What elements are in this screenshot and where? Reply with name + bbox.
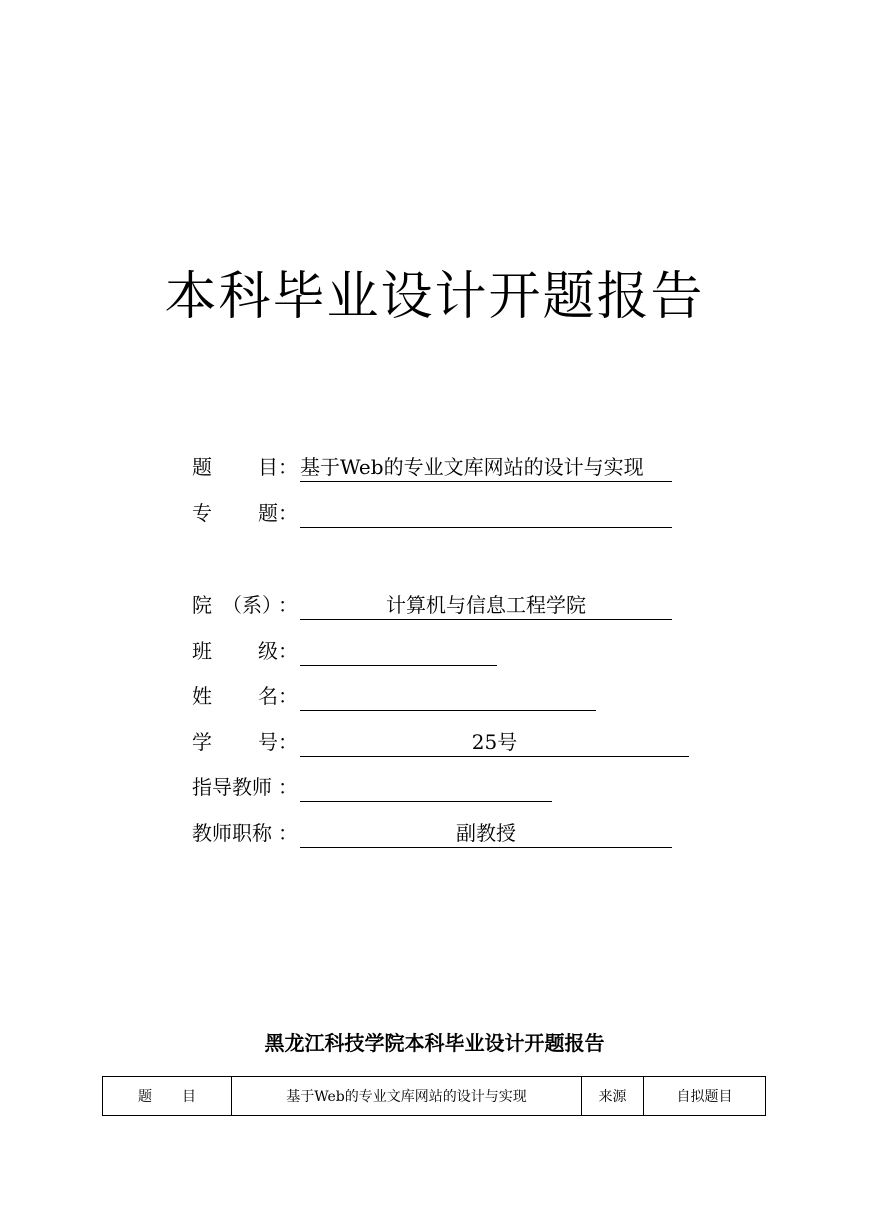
- info-table: [102, 1076, 766, 1116]
- student-id-value: 25号: [300, 727, 689, 757]
- class-value: [300, 636, 497, 666]
- table-row: [103, 1077, 766, 1116]
- table-cell-source-value: 自拟题目: [644, 1077, 766, 1116]
- page-title: 本科毕业设计开题报告: [164, 267, 705, 327]
- field-class: 班 级 ：: [192, 636, 672, 666]
- field-student-id: 学 号 ： 25号: [192, 727, 692, 757]
- field-topic: 题 目 ： 基于Web的专业文库网站的设计与实现: [192, 452, 672, 482]
- table-cell-source-label: 来源: [582, 1077, 644, 1116]
- name-value: [300, 681, 596, 711]
- report-title: 黑龙江科技学院本科毕业设计开题报告: [264, 1031, 605, 1055]
- topic-value: 基于Web的专业文库网站的设计与实现: [300, 452, 672, 482]
- field-advisor-title: 教师职称 ： 副教授: [192, 818, 672, 848]
- field-special: 专 题 ：: [192, 498, 672, 528]
- table-cell-topic-label: 题 目: [103, 1077, 232, 1116]
- advisor-title-value: 副教授: [300, 818, 672, 848]
- advisor-value: [300, 772, 552, 802]
- field-advisor: 指导教师 ：: [192, 772, 672, 802]
- department-value: 计算机与信息工程学院: [300, 590, 672, 620]
- special-value: [300, 498, 672, 528]
- table-cell-topic-value: 基于Web的专业文库网站的设计与实现: [232, 1077, 582, 1116]
- field-name: 姓 名 ：: [192, 681, 672, 711]
- field-department: 院 （系） ： 计算机与信息工程学院: [192, 590, 672, 620]
